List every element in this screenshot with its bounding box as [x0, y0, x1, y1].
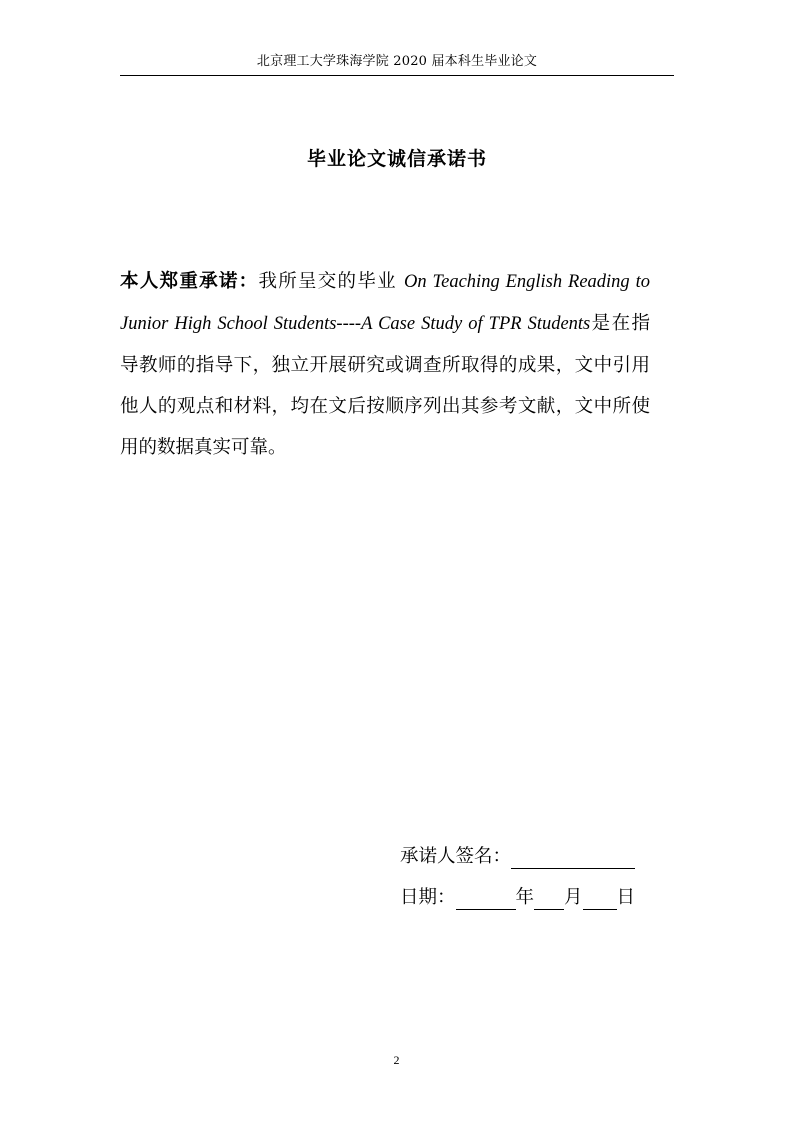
signer-row: [400, 845, 635, 869]
statement-text-after: 是在指导教师的指导下，独立开展研究或调查所取得的成果，文中引用他人的观点和材料，均在文后按顺序列出其参考文献，文中所使用的数据真实可靠。: [120, 313, 650, 458]
day-label: 日: [616, 887, 636, 908]
page-header: 北京理工大学珠海学院 2020 届本科生毕业论文: [256, 54, 538, 69]
page-title: 毕业论文诚信承诺书: [306, 148, 487, 170]
statement-lead: 本人郑重承诺：: [120, 271, 259, 292]
header-rule: [120, 75, 674, 76]
statement-text-before: 我所呈交的毕业: [258, 271, 397, 292]
date-label: 日期：: [400, 887, 456, 908]
statement-paragraph: [120, 261, 650, 468]
month-label: 月: [564, 887, 583, 908]
date-row: [400, 886, 635, 910]
thesis-title: On Teaching English Reading to Junior High School Students----A Case Study of TPR Students: [120, 272, 650, 334]
signer-blank[interactable]: [511, 848, 635, 869]
signer-label: 承诺人签名：: [400, 846, 512, 867]
year-label: 年: [515, 887, 535, 908]
month-blank[interactable]: [534, 889, 564, 910]
page-number: 2: [393, 1053, 400, 1067]
year-blank[interactable]: [456, 889, 516, 910]
day-blank[interactable]: [583, 889, 617, 910]
